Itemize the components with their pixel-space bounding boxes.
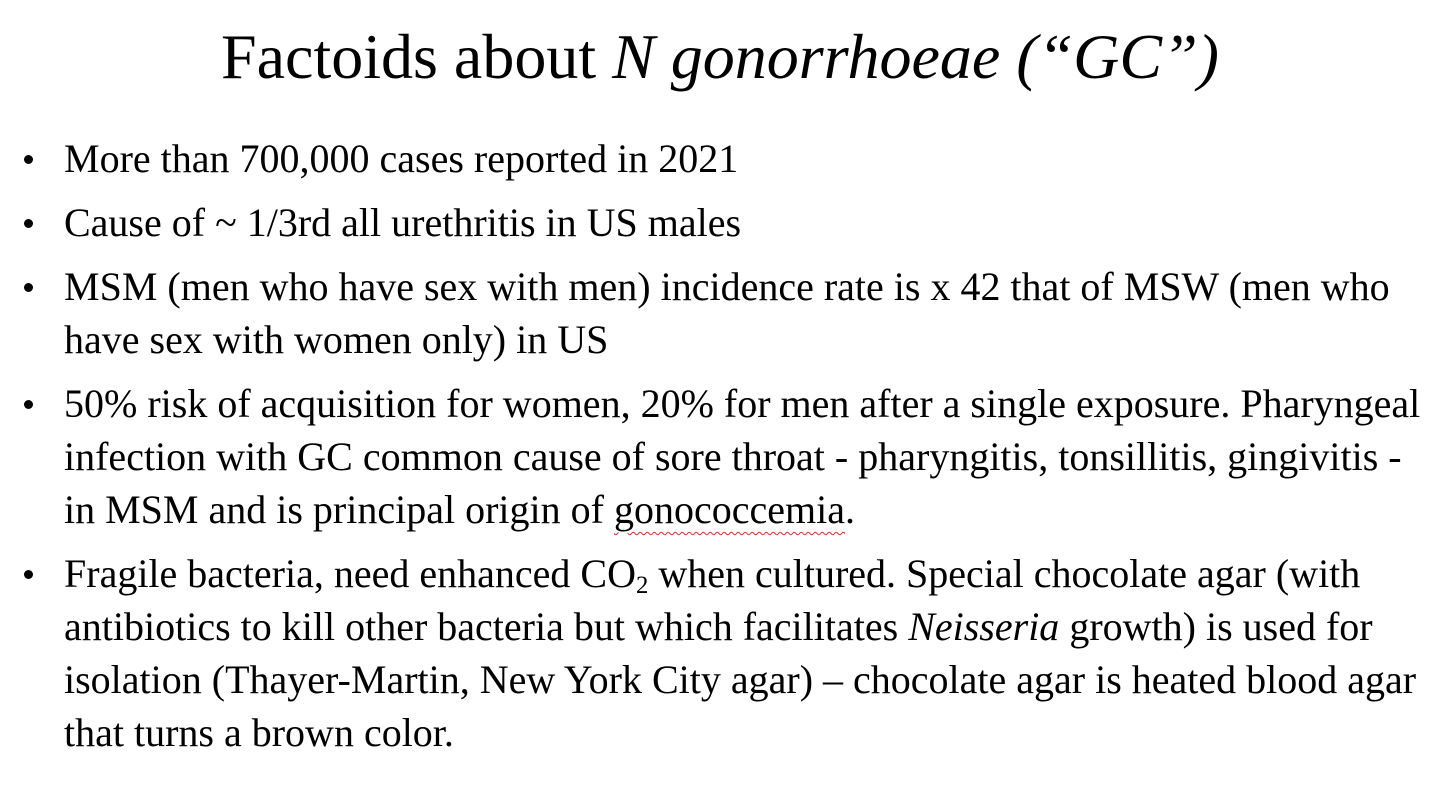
bullet-text (64, 547, 1430, 759)
bullet-text-part: 50% risk of acquisition for women, 20% for men after a single exposure. Pharyngeal infection with GC common cause of sore throat - pharyngitis, tonsillitis, gingivitis - in MSM and is principal origin of (64, 381, 1421, 532)
bullet-text: MSM (men who have sex with men) incidence rate is x 42 that of MSW (men who have sex with women only) in US (64, 264, 1390, 362)
bullet-item (20, 132, 1430, 185)
bullet-text-part: Fragile bacteria, need enhanced CO (64, 551, 636, 596)
bullet-text (64, 377, 1430, 536)
bullet-text: More than 700,000 cases reported in 2021 (64, 136, 739, 181)
bullet-text: Cause of ~ 1/3rd all urethritis in US males (64, 200, 742, 245)
bullet-item (20, 377, 1430, 536)
genus-name: Neisseria (908, 604, 1060, 649)
slide-title-prefix: Factoids about (221, 21, 613, 92)
bullet-text-part: growth) is used for isolation (Thayer-Martin, New York City agar) – chocolate agar is heated blood agar that turns a brown color. (64, 604, 1417, 755)
bullet-text-part: when cultured. Special chocolate agar (with antibiotics to kill other bacteria but which facilitates (64, 551, 1361, 649)
spellcheck-flagged-word[interactable]: gonococcemia (613, 487, 845, 532)
slide-title-organism: N gonorrhoeae (“GC”) (612, 21, 1219, 92)
bullet-item (20, 260, 1430, 366)
co2-subscript: 2 (635, 572, 649, 600)
bullet-item (20, 547, 1430, 759)
bullet-list (20, 132, 1430, 770)
slide-title (0, 18, 1440, 96)
bullet-text-part: . (844, 487, 855, 532)
bullet-item (20, 196, 1430, 249)
